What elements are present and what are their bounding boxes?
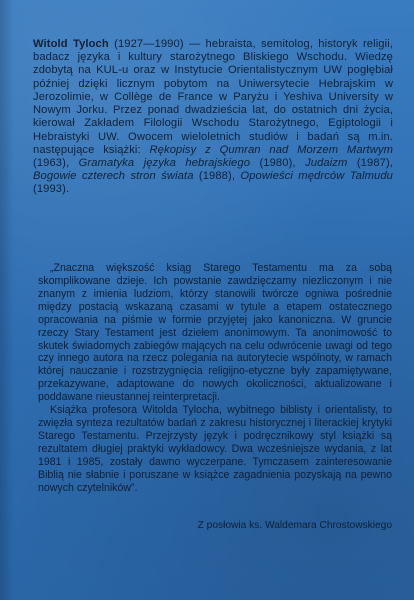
blurb-paragraph-1: „Znaczna większość ksiąg Starego Testamentu ma za sobą skomplikowane dzieje. Ich powstanie zawdzięczamy niezliczonym i nie znanym z imienia ludziom, którzy stanowili twórcze ogniwa pośrednie między postacią wskazaną czasami w tytule a etapem ostatecznego opracowania na piśmie w formie przyjętej jako kanoniczna. W gruncie rzeczy Stary Testament jest dziełem anonimowym. Ta anonimowość to skutek świadomych zabiegów mających na celu odwrócenie uwagi od tego czy innego autora na rzecz polegania na autorytecie wspólnoty, w ramach której nauczanie i rozstrzygnięcia religijno-etyczne były zapamiętywane, przekazywane, adaptowane do nowych okoliczności, aktualizowane i poddawane nieustannej reinterpretacji. [38, 262, 392, 404]
book-title-1: Rękopisy z Qumran nad Morzem Martwym [149, 143, 393, 156]
book-title-4: Bogowie czterech stron świata [33, 170, 194, 183]
blurb-quote [38, 262, 392, 495]
author-bio [33, 38, 393, 197]
blurb-source: Z posłowia ks. Waldemara Chrostowskiego [197, 520, 392, 531]
book-year-3: (1987), [347, 156, 394, 169]
author-name: Witold Tyloch [33, 38, 109, 50]
spine-shadow [0, 0, 14, 600]
book-title-2: Gramatyka języka hebrajskiego [78, 156, 251, 169]
blurb-paragraph-2: Książka profesora Witolda Tylocha, wybitnego biblisty i orientalisty, to zwięzła synteza rezultatów badań z zakresu historycznej i literackiej krytyki Starego Testamentu. Przejrzysty język i podręcznikowy styl książki są rezultatem długiej praktyki wykładowcy. Dwa wcześniejsze wydania, z lat 1981 i 1985, zostały dawno wyczerpane. Tymczasem zainteresowanie Biblią nie słabnie i poruszane w książce zagadnienia pozyskają na pewno nowych czytelników”. [38, 404, 392, 494]
book-year-5: (1993). [33, 183, 70, 196]
book-title-3: Judaizm [305, 156, 348, 169]
author-bio-text: (1927—1990) — hebraista, semitolog, historyk religii, badacz języka i kultury starożytnego Bliskiego Wschodu. Wiedzę zdobytą na KUL-u oraz w Instytucie Orientalistycznym UW pogłębiał później dzięki licznym pobytom na Uniwersytecie Hebrajskim w Jerozolimie, w Collège de France w Paryżu i Yeshiva University w Nowym Jorku. Przez ponad dwadzieścia lat, do ostatnich dni życia, kierował Zakładem Filologii Wschodu Starożytnego, Egiptologii i Hebraistyki UW. Owocem wieloletnich studiów i badań są m.in. następujące książki: [33, 38, 393, 156]
book-title-5: Opowieści mędrców Talmudu [240, 170, 393, 183]
book-year-1: (1963), [33, 156, 79, 169]
book-year-2: (1980), [250, 156, 306, 169]
book-year-4: (1988), [193, 170, 241, 183]
